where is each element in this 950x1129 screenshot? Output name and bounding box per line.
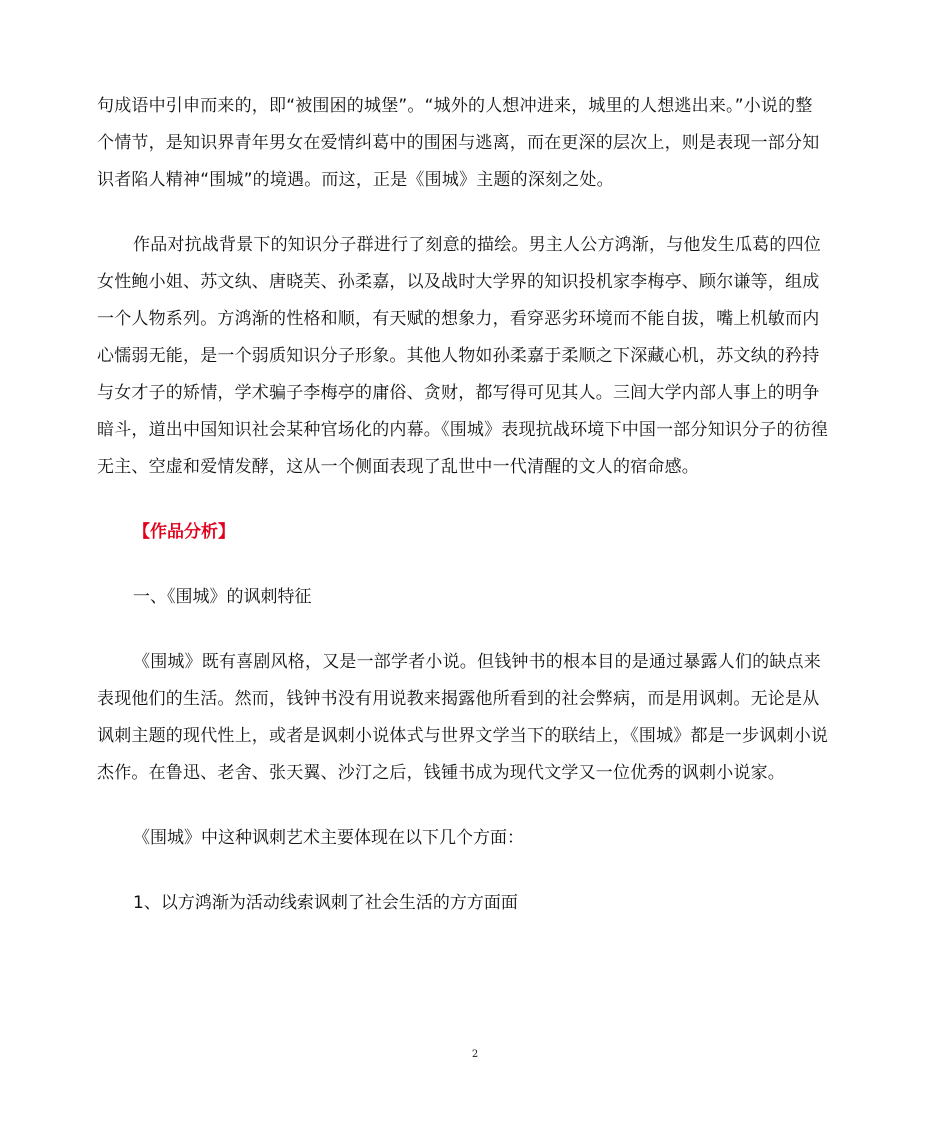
- heading-close-bracket: 】: [218, 522, 235, 542]
- paragraph-line: 句成语中引申而来的，即“被围困的城堡”。“城外的人想冲进来，城里的人想逃出来。”小说的整: [97, 96, 813, 116]
- section-heading-analysis: [97, 514, 857, 551]
- paragraph-2: [97, 227, 857, 486]
- paragraph-1: [97, 88, 857, 199]
- paragraph-3: [97, 644, 857, 792]
- paragraph-line: 《围城》既有喜剧风格，又是一部学者小说。但钱钟书的根本目的是通过暴露人们的缺点来: [133, 652, 821, 672]
- heading-open-bracket: 【: [133, 522, 150, 542]
- subheading-method-1: 1、以方鸿渐为活动线索讽刺了社会生活的方方面面: [133, 893, 518, 913]
- page-number: 2: [471, 1049, 479, 1060]
- subheading-satire-features: 一、《围城》的讽刺特征: [133, 587, 312, 607]
- paragraph-gap: [97, 199, 857, 227]
- paragraph-line: 暗斗，道出中国知识社会某种官场化的内幕。《围城》表现抗战环境下中国一部分知识分子的彷徨: [97, 420, 829, 440]
- paragraph-line: 讽刺主题的现代性上，或者是讽刺小说体式与世界文学当下的联结上，《围城》都是一步讽刺小说: [97, 726, 829, 746]
- paragraph-line: 杰作。在鲁迅、老舍、张天翼、沙汀之后，钱锺书成为现代文学又一位优秀的讽刺小说家。: [97, 763, 785, 783]
- paragraph-gap: [97, 857, 857, 885]
- paragraph-line: 一个人物系列。方鸿渐的性格和顺，有天赋的想象力，看穿恶劣环境而不能自拔，嘴上机敏而内: [97, 309, 820, 329]
- paragraph-gap: [97, 792, 857, 820]
- paragraph-line: 作品对抗战背景下的知识分子群进行了刻意的描绘。男主人公方鸿渐，与他发生瓜葛的四位: [133, 235, 821, 255]
- paragraph-line: 识者陷人精神“围城”的境遇。而这，正是《围城》主题的深刻之处。: [97, 170, 614, 190]
- paragraph-line: 个情节，是知识界青年男女在爱情纠葛中的围困与逃离，而在更深的层次上，则是表现一部分知: [97, 133, 820, 153]
- paragraph-line: 表现他们的生活。然而，钱钟书没有用说教来揭露他所看到的社会弊病，而是用讽刺。无论是从: [97, 689, 820, 709]
- paragraph-line: 心懦弱无能，是一个弱质知识分子形象。其他人物如孙柔嘉于柔顺之下深藏心机，苏文纨的矜持: [97, 346, 820, 366]
- document-page: [97, 88, 857, 922]
- heading-text: 作品分析: [150, 522, 218, 542]
- paragraph-gap: [97, 486, 857, 514]
- paragraph-line: 与女才子的矫情，学术骗子李梅亭的庸俗、贪财，都写得可见其人。三闾大学内部人事上的明争: [97, 383, 820, 403]
- paragraph-gap: [97, 551, 857, 579]
- paragraph-gap: [97, 616, 857, 644]
- paragraph-line: 女性鲍小姐、苏文纨、唐晓芙、孙柔嘉，以及战时大学界的知识投机家李梅亭、顾尔谦等，组成: [97, 272, 820, 292]
- paragraph-4: 《围城》中这种讽刺艺术主要体现在以下几个方面：: [133, 828, 524, 848]
- paragraph-line: 无主、空虚和爱情发酵，这从一个侧面表现了乱世中一代清醒的文人的宿命感。: [97, 457, 699, 477]
